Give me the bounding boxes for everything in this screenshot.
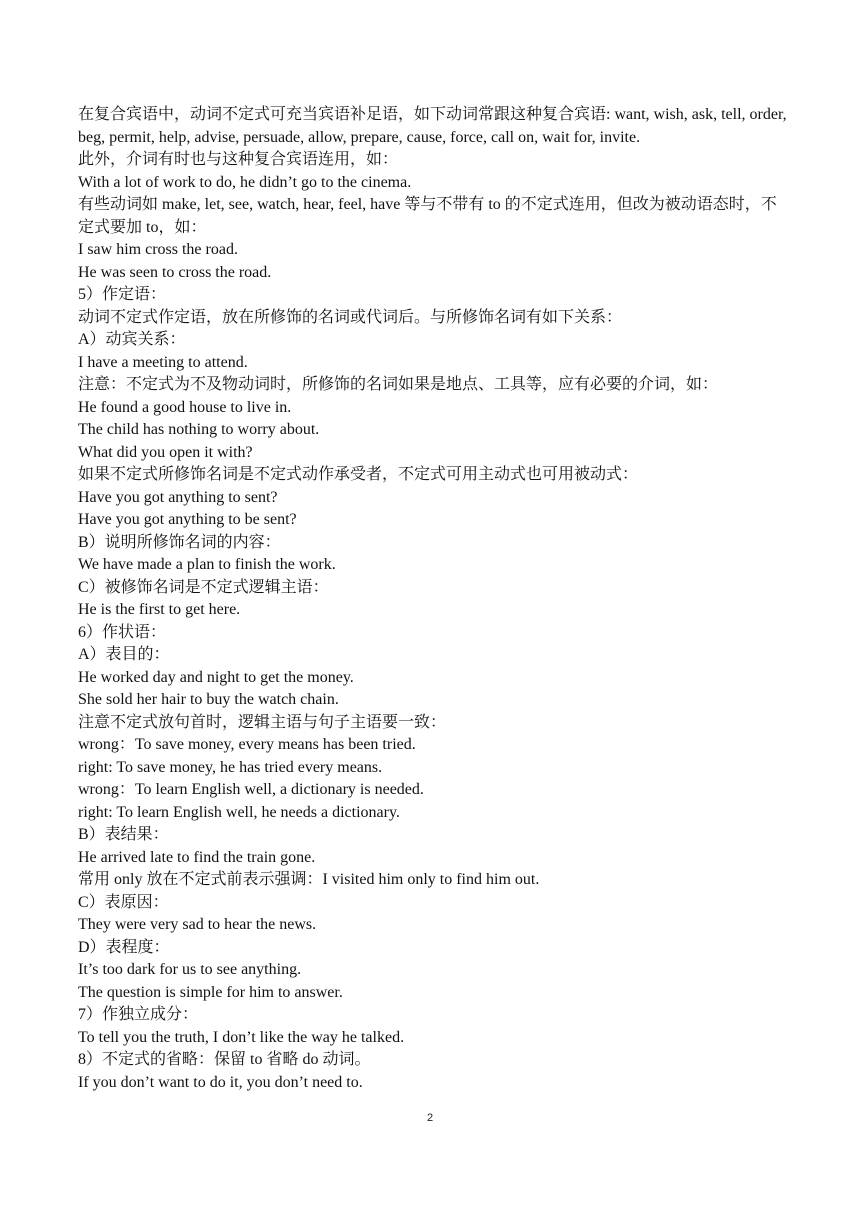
example-sentence: I have a meeting to attend. bbox=[78, 353, 248, 371]
example-sentence: Have you got anything to sent? bbox=[78, 488, 278, 506]
text-line: 注意：不定式为不及物动词时，所修饰的名词如果是地点、工具等，应有必要的介词，如： bbox=[78, 376, 719, 393]
subsection-heading: D）表程度： bbox=[78, 938, 170, 956]
example-sentence: With a lot of work to do, he didn’t go to the cinema. bbox=[78, 173, 412, 191]
example-sentence: The question is simple for him to answer. bbox=[78, 983, 343, 1001]
example-sentence: It’s too dark for us to see anything. bbox=[78, 961, 302, 978]
example-sentence: He is the first to get here. bbox=[78, 601, 241, 618]
example-sentence: To tell you the truth, I don’t like the way he talked. bbox=[78, 1028, 405, 1046]
text-line: 有些动词如 make, let, see, watch, hear, feel, have 等与不带有 to 的不定式连用，但改为被动语态时，不定式要加 to，如： bbox=[78, 196, 777, 236]
example-sentence: If you don’t want to do it, you don’t need to. bbox=[78, 1073, 363, 1091]
example-sentence: The child has nothing to worry about. bbox=[78, 421, 320, 438]
example-sentence: He arrived late to find the train gone. bbox=[78, 848, 316, 866]
text-line: 常用 only 放在不定式前表示强调：I visited him only to find him out. bbox=[78, 871, 540, 888]
subsection-heading: B）说明所修饰名词的内容： bbox=[78, 533, 281, 551]
example-sentence: right: To save money, he has tried every means. bbox=[78, 758, 383, 776]
document-body bbox=[78, 104, 788, 1094]
example-sentence: right: To learn English well, he needs a dictionary. bbox=[78, 803, 400, 821]
subsection-heading: C）被修饰名词是不定式逻辑主语： bbox=[78, 578, 329, 596]
subsection-heading: A）表目的： bbox=[78, 646, 170, 663]
subsection-heading: B）表结果： bbox=[78, 826, 169, 843]
section-heading: 5）作定语： bbox=[78, 286, 167, 303]
section-heading: 7）作独立成分： bbox=[78, 1006, 199, 1023]
example-sentence: Have you got anything to be sent? bbox=[78, 511, 297, 528]
subsection-heading: C）表原因： bbox=[78, 893, 169, 911]
text-line: 动词不定式作定语，放在所修饰的名词或代词后。与所修饰名词有如下关系： bbox=[78, 308, 623, 326]
subsection-heading: A）动宾关系： bbox=[78, 331, 186, 348]
page-number: 2 bbox=[426, 1112, 434, 1124]
example-sentence: He was seen to cross the road. bbox=[78, 263, 272, 281]
example-sentence: I saw him cross the road. bbox=[78, 241, 238, 258]
example-sentence: He found a good house to live in. bbox=[78, 398, 292, 416]
text-line: 此外，介词有时也与这种复合宾语连用，如： bbox=[78, 151, 399, 168]
example-sentence: wrong：To learn English well, a dictionary is needed. bbox=[78, 781, 424, 798]
section-heading: 6）作状语： bbox=[78, 623, 167, 641]
example-sentence: wrong：To save money, every means has been tried. bbox=[78, 736, 416, 753]
section-heading: 8）不定式的省略：保留 to 省略 do 动词。 bbox=[78, 1051, 371, 1068]
example-sentence: What did you open it with? bbox=[78, 443, 253, 461]
example-sentence: We have made a plan to finish the work. bbox=[78, 556, 336, 573]
text-line: 如果不定式所修饰名词是不定式动作承受者，不定式可用主动式也可用被动式： bbox=[78, 466, 639, 483]
example-sentence: She sold her hair to buy the watch chain. bbox=[78, 691, 339, 708]
text-line: 在复合宾语中，动词不定式可充当宾语补足语，如下动词常跟这种复合宾语: want, wish, ask, tell, order, beg, permit, help, advise, persuade, allow, prepare, cause, force, call on, wait for, invite. bbox=[78, 106, 787, 146]
example-sentence: He worked day and night to get the money. bbox=[78, 668, 354, 686]
example-sentence: They were very sad to hear the news. bbox=[78, 916, 317, 933]
text-line: 注意不定式放句首时，逻辑主语与句子主语要一致： bbox=[78, 713, 447, 731]
